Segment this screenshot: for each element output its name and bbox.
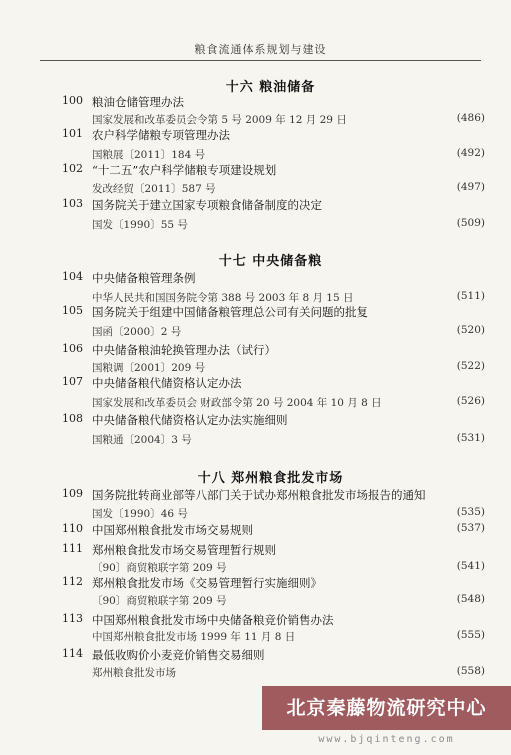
- section-title-16: 十六 粮油储备: [225, 80, 316, 95]
- entry-title: “十二五”农户科学储粮专项建设规划: [92, 163, 277, 177]
- entry-page: (537): [456, 522, 485, 534]
- section-title-17: 十七 中央储备粮: [218, 254, 323, 269]
- entry-source: 国粮展〔2011〕184 号: [92, 149, 206, 161]
- entry-number: 107: [62, 375, 83, 388]
- entry-title: 国务院关于建立国家专项粮食储备制度的决定: [92, 198, 322, 212]
- entry-title: 最低收购价小麦竞价销售交易细则: [92, 648, 265, 662]
- entry-source: 国粮调〔2001〕209 号: [92, 362, 206, 374]
- entry-title: 中国郑州粮食批发市场中央储备粮竞价销售办法: [92, 613, 334, 627]
- entry-page: (511): [456, 290, 485, 302]
- entry-page: (522): [456, 360, 485, 372]
- entry-title: 农户科学储粮专项管理办法: [92, 128, 230, 142]
- entry-title: 中央储备粮代储资格认定办法实施细则: [92, 413, 288, 427]
- entry-title: 国务院关于组建中国储备粮管理总公司有关问题的批复: [92, 305, 368, 319]
- entry-title: 中国郑州粮食批发市场交易规则: [92, 523, 253, 537]
- entry-source: 中华人民共和国国务院令第 388 号 2003 年 8 月 15 日: [92, 292, 354, 304]
- entry-source: 国发〔1990〕46 号: [92, 508, 188, 520]
- entry-page: (520): [456, 324, 485, 336]
- entry-source: 发改经贸〔2011〕587 号: [92, 183, 216, 195]
- entry-page: (497): [456, 181, 485, 193]
- entry-page: (492): [456, 147, 485, 159]
- entry-title: 国务院批转商业部等八部门关于试办郑州粮食批发市场报告的通知: [92, 488, 426, 502]
- entry-title: 郑州粮食批发市场《交易管理暂行实施细则》: [92, 576, 322, 590]
- entry-page: (548): [456, 593, 485, 605]
- entry-source: 国发〔1990〕55 号: [92, 219, 188, 231]
- entry-source: 郑州粮食批发市场: [92, 667, 176, 679]
- entry-number: 101: [62, 127, 83, 140]
- entry-source: 国粮通〔2004〕3 号: [92, 434, 192, 446]
- entry-page: (531): [456, 432, 485, 444]
- toc-entry[interactable]: [62, 522, 485, 540]
- entry-number: 114: [62, 647, 83, 660]
- entry-title: 中央储备粮代储资格认定办法: [92, 376, 242, 390]
- entry-number: 105: [62, 304, 83, 317]
- entry-source: 〔90〕商贸粮联字第 209 号: [92, 562, 227, 574]
- entry-number: 106: [62, 342, 83, 355]
- entry-page: (526): [456, 395, 485, 407]
- entry-source: 国家发展和改革委员会令第 5 号 2009 年 12 月 29 日: [92, 114, 347, 126]
- entry-page: (486): [456, 112, 485, 124]
- toc-entry[interactable]: [62, 542, 485, 578]
- toc-entry[interactable]: [62, 94, 485, 130]
- entry-number: 103: [62, 197, 83, 210]
- entry-number: 108: [62, 412, 83, 425]
- toc-entry[interactable]: [62, 162, 485, 198]
- toc-entry[interactable]: [62, 647, 485, 683]
- entry-number: 112: [62, 575, 83, 588]
- entry-number: 113: [62, 612, 83, 625]
- entry-page: (555): [456, 629, 485, 641]
- entry-number: 110: [62, 522, 83, 535]
- entry-source: 国函〔2000〕2 号: [92, 326, 182, 338]
- toc-entry[interactable]: [62, 270, 485, 306]
- toc-entry[interactable]: [62, 487, 485, 523]
- running-header: 粮食流通体系规划与建设: [194, 43, 327, 56]
- entry-number: 104: [62, 270, 83, 283]
- header-rule: [40, 60, 481, 61]
- watermark-url: www.bjqinteng.com: [318, 734, 455, 745]
- entry-number: 100: [62, 94, 83, 107]
- entry-number: 102: [62, 162, 83, 175]
- toc-entry[interactable]: [62, 304, 485, 340]
- entry-title: 中央储备粮管理条例: [92, 271, 196, 285]
- entry-source: 〔90〕商贸粮联字第 209 号: [92, 595, 227, 607]
- watermark-banner: 北京秦藤物流研究中心: [262, 686, 511, 730]
- entry-page: (558): [456, 665, 485, 677]
- entry-page: (541): [456, 560, 485, 572]
- toc-entry[interactable]: [62, 127, 485, 163]
- toc-entry[interactable]: [62, 197, 485, 233]
- entry-title: 粮油仓储管理办法: [92, 95, 184, 109]
- entry-number: 109: [62, 487, 83, 500]
- entry-title: 中央储备粮油轮换管理办法（试行）: [92, 343, 276, 357]
- entry-title: 郑州粮食批发市场交易管理暂行规则: [92, 543, 276, 557]
- entry-source: 国家发展和改革委员会 财政部令第 20 号 2004 年 10 月 8 日: [92, 397, 382, 409]
- entry-page: (535): [456, 506, 485, 518]
- entry-page: (509): [456, 217, 485, 229]
- toc-entry[interactable]: [62, 612, 485, 648]
- entry-number: 111: [62, 542, 83, 555]
- toc-entry[interactable]: [62, 412, 485, 448]
- toc-entry[interactable]: [62, 375, 485, 411]
- toc-entry[interactable]: [62, 575, 485, 611]
- section-title-18: 十八 郑州粮食批发市场: [197, 471, 344, 486]
- toc-entry[interactable]: [62, 342, 485, 378]
- entry-source: 中国郑州粮食批发市场 1999 年 11 月 8 日: [92, 631, 296, 643]
